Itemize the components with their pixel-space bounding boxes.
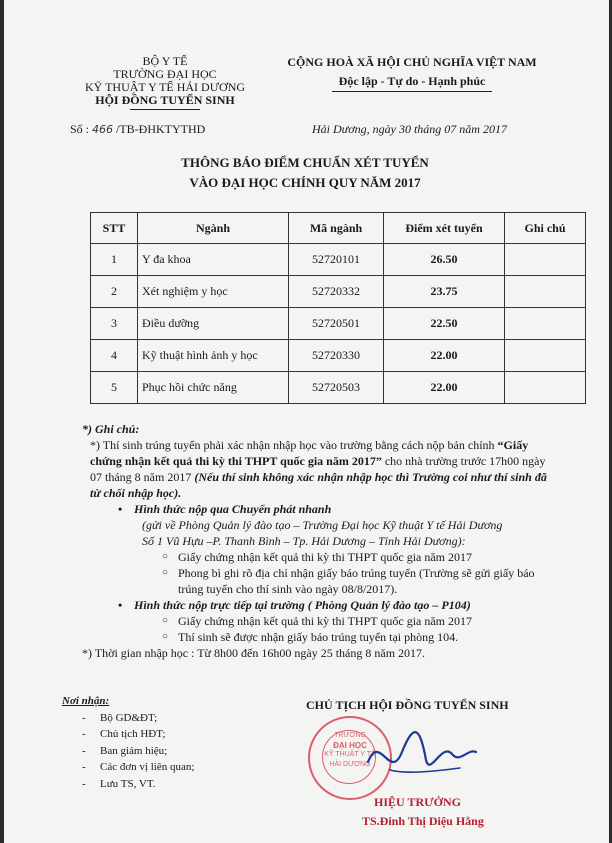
notes-heading: *) Ghi chú: bbox=[82, 422, 140, 436]
nation-title: CỘNG HOÀ XÃ HỘI CHỦ NGHĨA VIỆT NAM bbox=[287, 55, 537, 69]
signatory-role: HIỆU TRƯỞNG bbox=[374, 795, 462, 809]
certificate-name: “Giấy chứng nhận kết quả thi kỳ thi THPT quốc gia năm 2017” bbox=[90, 438, 529, 468]
ministry-name: BỘ Y TẾ bbox=[142, 54, 188, 68]
handwritten-signature bbox=[360, 722, 480, 792]
cell-stt: 1 bbox=[91, 244, 138, 276]
recipients-heading: Nơi nhận: bbox=[62, 695, 110, 707]
express-address-2: Số 1 Vũ Hựu –P. Thanh Bình – Tp. Hải Dương – Tỉnh Hải Dương): bbox=[142, 534, 466, 548]
direct-item-2 bbox=[82, 629, 552, 645]
recipients-list bbox=[62, 710, 194, 793]
cell-major: Kỹ thuật hình ảnh y học bbox=[138, 340, 289, 372]
cell-stt: 4 bbox=[91, 340, 138, 372]
cell-major: Phục hồi chức năng bbox=[138, 372, 289, 404]
cell-score: 22.00 bbox=[384, 372, 505, 404]
document-number bbox=[70, 122, 205, 137]
recipients-block bbox=[62, 693, 194, 792]
doc-number-handwritten: 466 bbox=[92, 123, 114, 136]
motto-underline bbox=[332, 91, 492, 92]
doc-number-suffix: /TB-ĐHKTYTHD bbox=[116, 122, 206, 136]
list-item: - Bộ GD&ĐT; bbox=[82, 710, 194, 727]
cell-stt: 2 bbox=[91, 276, 138, 308]
cell-major: Điều dưỡng bbox=[138, 308, 289, 340]
cell-major: Y đa khoa bbox=[138, 244, 289, 276]
council-name: HỘI ĐỒNG TUYỂN SINH bbox=[95, 93, 235, 107]
table-row bbox=[91, 308, 586, 340]
seal-text-4: HẢI DƯƠNG bbox=[329, 761, 371, 768]
direct-item-1-text: Giấy chứng nhận kết quả thi kỳ thi THPT quốc gia năm 2017 bbox=[178, 614, 473, 628]
cell-major: Xét nghiệm y học bbox=[138, 276, 289, 308]
list-item: - Các đơn vị liên quan; bbox=[82, 759, 194, 776]
cell-note bbox=[505, 276, 586, 308]
cell-code: 52720332 bbox=[289, 276, 384, 308]
direct-item-2-text: Thí sinh sẽ được nhận giấy báo trúng tuyển tại phòng 104. bbox=[178, 630, 459, 644]
table-row bbox=[91, 244, 586, 276]
cell-code: 52720101 bbox=[289, 244, 384, 276]
confirmation-paragraph bbox=[82, 437, 552, 501]
cell-code: 52720330 bbox=[289, 340, 384, 372]
bullet-icon: • bbox=[118, 598, 123, 612]
table-header-row bbox=[91, 213, 586, 244]
list-item: - Ban giám hiệu; bbox=[82, 743, 194, 760]
school-line-1: TRƯỜNG ĐẠI HỌC bbox=[113, 67, 217, 81]
circle-bullet-icon: ○ bbox=[162, 551, 169, 562]
express-address-1: (gửi về Phòng Quản lý đào tạo – Trường Đại học Kỹ thuật Y tế Hải Dương bbox=[142, 518, 503, 532]
method-direct-label: Hình thức nộp trực tiếp tại trường ( Phòng Quản lý đào tạo – P104) bbox=[134, 598, 471, 612]
score-table bbox=[90, 212, 586, 404]
list-item: - Lưu TS, VT. bbox=[82, 776, 194, 793]
notes-section bbox=[82, 421, 552, 661]
table-row bbox=[91, 372, 586, 404]
confirm-text-a: *) Thí sinh trúng tuyển phải xác nhận nhập học vào trường bằng cách nộp bản chính bbox=[90, 438, 498, 452]
express-item-1-text: Giấy chứng nhận kết quả thi kỳ thi THPT quốc gia năm 2017 bbox=[178, 550, 473, 564]
circle-bullet-icon: ○ bbox=[162, 567, 169, 578]
national-motto: Độc lập - Tự do - Hạnh phúc bbox=[338, 74, 486, 88]
cell-note bbox=[505, 308, 586, 340]
national-header bbox=[262, 55, 562, 92]
cell-note bbox=[505, 244, 586, 276]
cell-stt: 3 bbox=[91, 308, 138, 340]
cell-code: 52720501 bbox=[289, 308, 384, 340]
issuer-block bbox=[70, 55, 260, 110]
col-header-score: Điểm xét tuyển bbox=[384, 213, 505, 244]
bullet-icon: • bbox=[118, 502, 123, 516]
express-item-2-text: Phong bì ghi rõ địa chỉ nhận giấy báo trúng tuyển (Trường sẽ gửi giấy báo trúng tuyển cho thí sinh vào ngày 08/8/2017). bbox=[178, 566, 535, 596]
cell-score: 22.00 bbox=[384, 340, 505, 372]
seal-text-1: TRƯỜNG bbox=[334, 732, 366, 739]
signatory-title: CHỦ TỊCH HỘI ĐỒNG TUYỂN SINH bbox=[306, 698, 509, 712]
circle-bullet-icon: ○ bbox=[162, 615, 169, 626]
table-row bbox=[91, 340, 586, 372]
method-express-title bbox=[82, 501, 552, 517]
title-line-2: VÀO ĐẠI HỌC CHÍNH QUY NĂM 2017 bbox=[189, 175, 421, 190]
cell-score: 23.75 bbox=[384, 276, 505, 308]
doc-number-prefix: Số : bbox=[70, 122, 90, 136]
col-header-code: Mã ngành bbox=[289, 213, 384, 244]
confirm-text-c: cho nhà trường trước 17h00 ngày 07 tháng 8 năm 2017 bbox=[90, 454, 546, 484]
col-header-stt: STT bbox=[91, 213, 138, 244]
cell-note bbox=[505, 372, 586, 404]
col-header-note: Ghi chú bbox=[505, 213, 586, 244]
seal-text-2: ĐẠI HỌC bbox=[333, 741, 367, 750]
issuer-underline bbox=[130, 109, 200, 110]
title-line-1: THÔNG BÁO ĐIỂM CHUẨN XÉT TUYỂN bbox=[181, 155, 429, 170]
confirm-warning: (Nếu thí sinh không xác nhận nhập học thì Trường coi như thí sinh đã từ chối nhập học). bbox=[90, 470, 547, 500]
enrollment-time: *) Thời gian nhập học : Từ 8h00 đến 16h00 ngày 25 tháng 8 năm 2017. bbox=[82, 646, 426, 660]
cell-note bbox=[505, 340, 586, 372]
method-express-label: Hình thức nộp qua Chuyển phát nhanh bbox=[134, 502, 332, 516]
seal-text-3: KỸ THUẬT Y TẾ bbox=[324, 751, 376, 758]
direct-item-1 bbox=[82, 613, 552, 629]
cell-code: 52720503 bbox=[289, 372, 384, 404]
cell-score: 22.50 bbox=[384, 308, 505, 340]
circle-bullet-icon: ○ bbox=[162, 631, 169, 642]
method-direct-title bbox=[82, 597, 552, 613]
place-date: Hải Dương, ngày 30 tháng 07 năm 2017 bbox=[312, 122, 507, 136]
cell-stt: 5 bbox=[91, 372, 138, 404]
express-item-2 bbox=[82, 565, 552, 597]
list-item: - Chủ tịch HĐT; bbox=[82, 726, 194, 743]
signatory-name: TS.Đinh Thị Diệu Hằng bbox=[362, 814, 484, 828]
school-line-2: KỸ THUẬT Y TẾ HẢI DƯƠNG bbox=[84, 80, 246, 94]
scan-edge-left bbox=[0, 0, 4, 843]
express-item-1 bbox=[82, 549, 552, 565]
table-row bbox=[91, 276, 586, 308]
col-header-major: Ngành bbox=[138, 213, 289, 244]
cell-score: 26.50 bbox=[384, 244, 505, 276]
